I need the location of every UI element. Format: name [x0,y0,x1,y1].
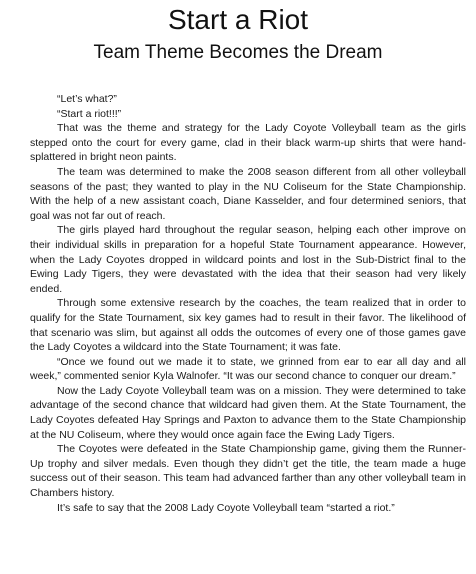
paragraph: Now the Lady Coyote Volleyball team was on a mission. They were determined to take advantage of the second chance that wildcard had given them. At the State Tournament, the Lady Coyotes defeated Hay Springs and Paxton to advance them to the State Championship at the NU Coliseum, where they would once again face the Ewing Lady Tigers. [30,384,466,441]
paragraph: “Once we found out we made it to state, we grinned from ear to ear all day and all week,” commented senior Kyla Walnofer. “It was our second chance to conquer our dream.” [30,355,466,383]
paragraph: It’s safe to say that the 2008 Lady Coyote Volleyball team “started a riot.” [57,501,395,514]
article-title: Start a Riot [167,4,309,35]
paragraph: That was the theme and strategy for the Lady Coyote Volleyball team as the girls stepped onto the court for every game, clad in their black warm-up shirts that were hand-splattered in bright neon paints. [30,122,466,164]
paragraph: The team was determined to make the 2008 season different from all other volleyball seasons of the past; they wanted to play in the NU Coliseum for the State Championship. With the help of a new assistant coach, Diane Kasselder, and four determined seniors, that goal was not far out of reach. [30,165,466,222]
paragraph: The girls played hard throughout the regular season, helping each other improve on their individual skills in preparation for a hopeful State Tournament appearance. However, when the Lady Coyotes dropped in wildcard points and lost in the Sub-District final to the Ewing Lady Tigers, they were devastated with the idea that their season had very likely ended. [30,224,466,295]
paragraph: “Let’s what?” [57,93,117,105]
article-subtitle: Team Theme Becomes the Dream [93,42,383,63]
paragraph: “Start a riot!!!” [57,107,122,120]
paragraph: Through some extensive research by the coaches, the team realized that in order to qualify for the State Tournament, six key games had to result in their favor. The likelihood of that scenario was slim, but against all odds the outcomes of every one of those games gave the Lady Coyotes a wildcard into the State Tournament; it was fate. [30,297,466,354]
paragraph: The Coyotes were defeated in the State Championship game, giving them the Runner-Up trophy and silver medals. Even though they didn’t get the title, the team made a huge success out of their season. This team had advanced farther than any other volleyball team in Chambers history. [30,443,466,500]
article-body [30,92,466,515]
